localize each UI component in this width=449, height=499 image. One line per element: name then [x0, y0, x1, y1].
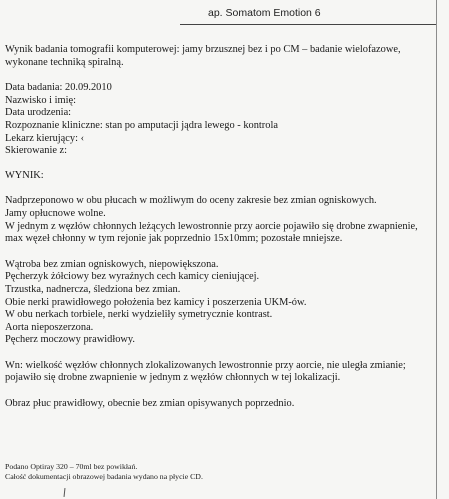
report-footer — [5, 462, 203, 482]
conclusion: Wn: wielkość węzłów chłonnych zlokalizowanych lewostronnie przy aorcie, nie uległa zmianie; pojawiło się drobne zwapnienie w jednym z węzłów chłonnych w tej lokalizacji. — [5, 359, 409, 384]
header-rule — [180, 24, 436, 25]
findings-chest — [5, 195, 435, 245]
report-intro: Wynik badania tomografii komputerowej: jamy brzusznej bez i po CM – badanie wielofazowe, wykonane techniką spiralną. — [5, 44, 404, 68]
clinical-diagnosis: Rozpoznanie kliniczne: stan po amputacji jądra lewego - kontrola — [5, 119, 278, 131]
birth-date: Data urodzenia: — [5, 107, 72, 119]
page-edge — [436, 0, 437, 499]
finding-line: Pęcherzyk żółciowy bez wyraźnych cech kamicy cieniującej. — [5, 271, 260, 283]
pen-mark — [64, 488, 66, 497]
exam-date: Data badania: 20.09.2010 — [5, 82, 112, 94]
finding-line: Aorta nieposzerzona. — [5, 321, 94, 333]
cd-note: Całość dokumentacji obrazowej badania wydano na płycie CD. — [5, 472, 203, 481]
finding-line: W obu nerkach torbiele, nerki wydzieliły symetrycznie kontrast. — [5, 309, 273, 321]
finding-line: Obie nerki prawidłowego położenia bez kamicy i poszerzenia UKM-ów. — [5, 296, 307, 308]
patient-info — [5, 82, 435, 158]
contrast-note: Podano Optiray 320 – 70ml bez powikłań. — [5, 462, 138, 471]
patient-name: Nazwisko i imię: — [5, 94, 76, 106]
device-header: ap. Somatom Emotion 6 — [208, 7, 321, 19]
finding-line: W jednym z węzłów chłonnych leżących lewostronnie przy aorcie pojawiło się drobne zwapnienie, max węzeł chłonny w tym rejonie jak poprzednio 15x10mm; pozostałe mniejsze. — [5, 220, 421, 245]
result-heading: WYNIK: — [5, 169, 44, 181]
report-body — [5, 44, 435, 411]
finding-line: Jamy opłucnowe wolne. — [5, 207, 106, 219]
referring-doctor: Lekarz kierujący: ‹ — [5, 132, 85, 144]
findings-abdomen — [5, 259, 435, 347]
finding-line: Wątroba bez zmian ogniskowych, niepowiększona. — [5, 258, 219, 270]
finding-line: Nadprzeponowo w obu płucach w możliwym do oceny zakresie bez zmian ogniskowych. — [5, 195, 377, 207]
referral-source: Skierowanie z: — [5, 145, 68, 157]
lungs-note: Obraz płuc prawidłowy, obecnie bez zmian opisywanych poprzednio. — [5, 398, 295, 410]
finding-line: Trzustka, nadnercza, śledziona bez zmian. — [5, 283, 181, 295]
finding-line: Pęcherz moczowy prawidłowy. — [5, 334, 136, 346]
